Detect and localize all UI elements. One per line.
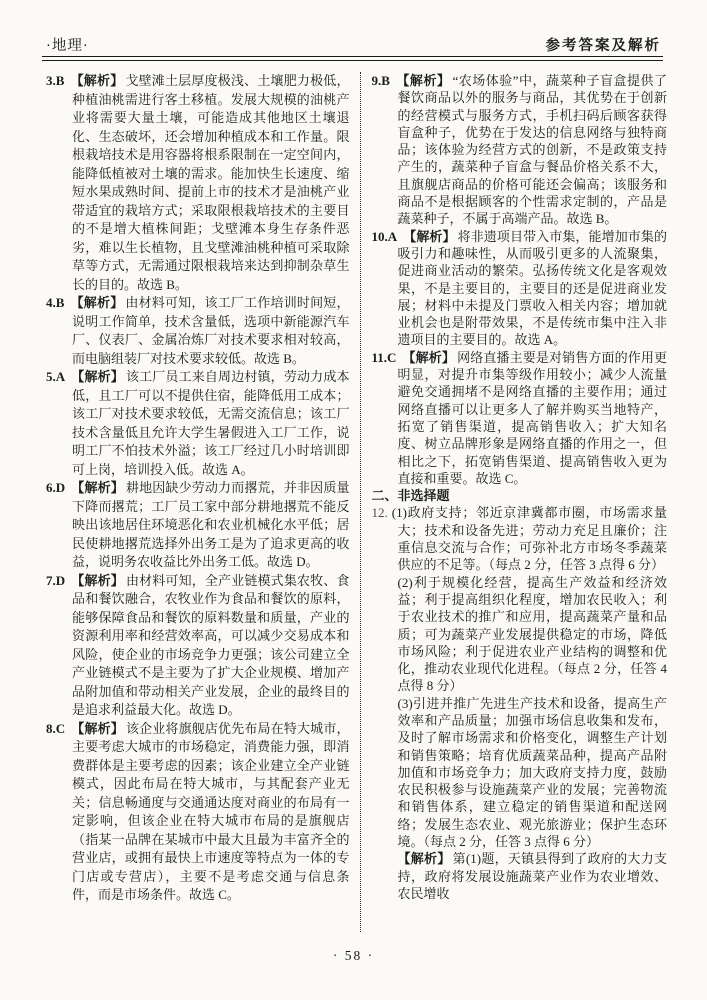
answer-label: 11.C	[371, 349, 397, 365]
answer-item-7	[46, 572, 350, 720]
answer-item-10	[372, 228, 668, 349]
analysis-tag: 【解析】	[71, 369, 124, 384]
right-column	[372, 72, 668, 942]
answer-text: 耕地因缺少劳动力而撂荒，并非因质量下降而撂荒；工厂员工家中部分耕地撂荒不能反映出该地居住环境恶化和农业机械化水平低；居民使耕地撂荒选择外出务工是为了追求更高的收益，说明务农收益比外出务工低。故选 D。	[72, 480, 350, 569]
answer-label: 4.B	[46, 295, 65, 310]
answer-item-12	[372, 504, 668, 902]
answer-text: 由材料可知，全产业链模式集农牧、食品和餐饮融合，农牧业作为食品和餐饮的原料，能够保障食品和餐饮的原料数量和质量，产业的资源利用率和经营效率高，可以减少交易成本和风险，使企业的市场竞争力更强；该公司建立全产业链模式不是主要为了扩大企业规模、增加产品附加值和带动相关产业发展，企业的最终目的是追求利益最大化。故选 D。	[72, 572, 350, 717]
answer-item-8	[46, 720, 350, 905]
question-number: 12.	[371, 505, 388, 521]
page-footer	[0, 948, 707, 964]
analysis-tag: 【解析】	[403, 228, 456, 244]
answer-label: 3.B	[46, 73, 65, 88]
analysis-tag: 【解析】	[70, 295, 124, 310]
answer-text: 由材料可知，该工厂工作培训时间短，说明工作简单，技术含量低，选项中新能源汽车厂、仪表厂、金属冶炼厂对技术要求相对较高，而电脑组装厂对技术要求较低。故选 B。	[72, 295, 350, 366]
answer-item-5	[46, 368, 350, 479]
header-divider-rule	[42, 56, 663, 61]
analysis-tag: 【解析】	[402, 349, 456, 365]
answer-label: 8.C	[46, 720, 66, 736]
section-heading-non-choice: 二、非选择题	[371, 488, 450, 504]
answer-label: 6.D	[46, 480, 66, 495]
answer-text: 该企业将旗舰店优先布局在特大城市，主要考虑大城市的市场稳定，消费能力强，即消费群体是主要考虑的因素；该企业建立全产业链模式，因此布局在特大城市，与其配套产业无关；信息畅通度与交通通达度对商业的布局有一定影响，但该企业在特大城市布局的是旗舰店（指某一品牌在某城市中最大且最为丰富齐全的营业店，或拥有最快上市速度等特点为一体的专门店或专营店），主要不是考虑交通与信息条件，而是市场条件。故选 C。	[72, 720, 350, 902]
answer-text: (1)政府支持；邻近京津冀都市圈，市场需求量大；技术和设备先进；劳动力充足且廉价；注重信息交流与合作；可弥补北方市场冬季蔬菜供应的不足等。（每点 2 分，任答 3 点得 6 分）	[391, 505, 667, 573]
document-title: 参考答案及解析	[545, 38, 661, 54]
answer-text: 戈壁滩土层厚度极浅、土壤肥力极低，种植油桃需进行客土移植。发展大规模的油桃产业将需要大量土壤，可能造成其他地区土壤退化、生态破坏，还会增加种植成本和工作量。限根栽培技术是用容器将根系限制在一定空间内，能降低植被对土壤的需求。能加快生长速度、缩短水果成熟时间、提前上市的技术才是油桃产业带适宜的栽培方式；采取限根栽培技术的主要目的不是增大植株间距；戈壁滩本身生存条件恶劣，难以生长植物，且戈壁滩油桃种植可采取除草等方式，无需通过限根栽培来达到抑制杂草生长的目的。故选 B。	[72, 73, 350, 292]
answer-12-part-2: (2)利于规模化经营，提高生产效益和经济效益；利于提高组织化程度，增加农民收入；利于农业技术的推广和应用，提高蔬菜产量和品质；可为蔬菜产业发展提供稳定的市场，降低市场风险；利于促进农业产业结构的调整和优化，推动农业现代化进程。（每点 2 分，任答 4 点得 8 分）	[397, 574, 667, 694]
answer-item-9	[372, 72, 668, 228]
page-header	[46, 34, 661, 55]
subject-title: ·地理·	[46, 38, 89, 54]
answer-label: 7.D	[46, 572, 66, 588]
content-columns	[46, 72, 667, 942]
answer-text: 网络直播主要是对销售方面的作用更明显，对提升市集等级作用较小；减少人流量避免交通拥堵不是网络直播的主要作用；通过网络直播可以让更多人了解并购买当地特产，拓宽了销售渠道，提高销售收入；扩大知名度、树立品牌形象是网络直播的作用之一，但相比之下，拓宽销售渠道、提高销售收入更为直接和重要。故选 C。	[397, 349, 667, 486]
answer-12-part-3: (3)引进并推广先进生产技术和设备，提高生产效率和产品质量；加强市场信息收集和发布，及时了解市场需求和价格变化，调整生产计划和销售策略；培育优质蔬菜品种，提高产品附加值和市场竞争力；加大政府支持力度，鼓励农民积极参与设施蔬菜产业的发展；完善物流和销售体系，建立稳定的销售渠道和配送网络；发展生态农业、观光旅游业；保护生态环境。（每点 2 分，任答 3 点得 6 分）	[397, 695, 667, 850]
analysis-tag: 【解析】	[70, 73, 124, 88]
answer-text: “农场体验”中，蔬菜种子盲盒提供了餐饮商品以外的服务与商品，其优势在于创新的经营模式与服务方式，手机扫码后顾客获得盲盒种子，优势在于发达的信息网络与独特商品；该体验为经营方式的创新，不是政策支持产生的，蔬菜种子盲盒与餐品价格关系不大，且旗舰店商品的价格可能还会偏高；该服务和商品不是根据顾客的个性需求定制的，产品是蔬菜种子，不属于高端产品。故选 B。	[397, 73, 667, 227]
left-column	[46, 72, 350, 942]
answer-item-3	[46, 72, 350, 294]
analysis-text: 第(1)题，天镇县得到了政府的大力支持，政府将发展设施蔬菜产业作为农业增效、农民增收	[397, 851, 667, 901]
answer-label: 9.B	[371, 73, 390, 88]
answer-label: 10.A	[371, 228, 398, 244]
analysis-tag: 【解析】	[71, 480, 124, 495]
analysis-tag: 【解析】	[395, 73, 451, 88]
answer-item-6	[46, 479, 350, 572]
answer-item-4	[46, 294, 350, 368]
answer-12-analysis	[372, 850, 668, 902]
answer-label: 5.A	[46, 369, 66, 384]
column-divider-dotted-line	[360, 72, 361, 932]
analysis-tag: 【解析】	[71, 572, 124, 588]
analysis-tag: 【解析】	[71, 720, 124, 736]
answer-item-11	[372, 349, 668, 487]
answer-12-part-1	[372, 504, 668, 573]
answer-text: 该工厂员工来自周边村镇，劳动力成本低，且工厂可以不提供住宿，能降低用工成本；该工厂对技术要求较低，无需交流信息；该工厂技术含量低且允许大学生暑假进入工厂工作，说明工厂不怕技术外溢；该工厂经过几小时培训即可上岗，培训投入低。故选 A。	[72, 369, 350, 477]
page-number: · 58 ·	[332, 948, 375, 963]
analysis-tag: 【解析】	[397, 851, 451, 867]
answer-text: 将非遗项目带入市集，能增加市集的吸引力和趣味性，从而吸引更多的人流聚集，促进商业活动的繁荣。弘扬传统文化是客观效果，不是主要目的，主要目的还是促进商业发展；材料中未提及门票收入相关内容；增加就业机会也是附带效果，不是传统市集中注入非遗项目的主要目的。故选 A。	[397, 228, 667, 348]
